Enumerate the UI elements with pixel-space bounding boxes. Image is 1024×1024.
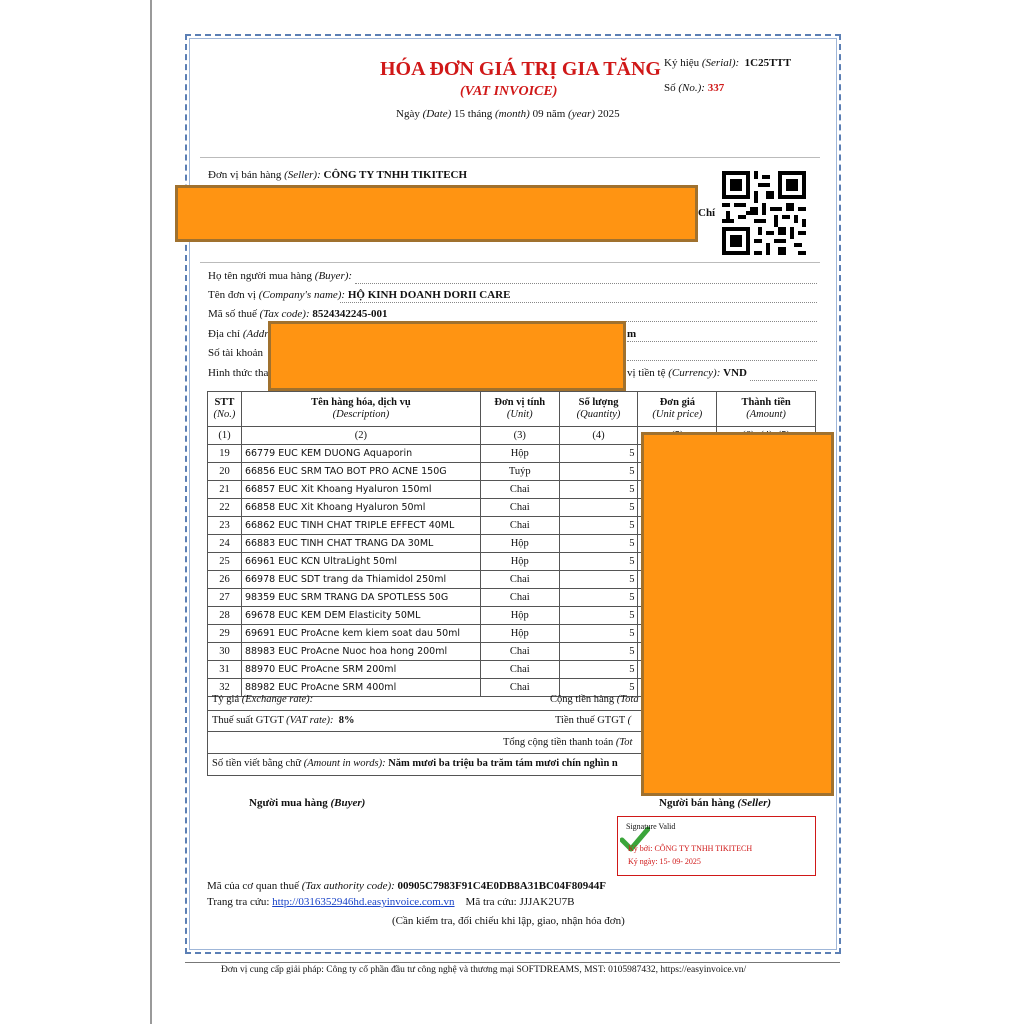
lookup-link[interactable]: http://0316352946hd.easyinvoice.com.vn	[272, 896, 455, 908]
redaction-seller-info	[175, 185, 698, 242]
row-description: 66858 EUC Xit Khoang Hyaluron 50ml	[241, 499, 480, 517]
row-unit: Hộp	[480, 625, 559, 643]
row-description: 88982 EUC ProAcne SRM 400ml	[241, 679, 480, 697]
row-quantity: 5	[559, 643, 638, 661]
row-unit: Chai	[480, 661, 559, 679]
seller-signature-label: Người bán hàng (Seller)	[659, 797, 772, 809]
row-stt: 26	[208, 571, 242, 589]
row-unit: Hộp	[480, 553, 559, 571]
col-header-amount: Thành tiền (Amount)	[717, 392, 816, 427]
row-unit: Hộp	[480, 535, 559, 553]
row-stt: 29	[208, 625, 242, 643]
buyer-address-tail: m	[627, 328, 637, 340]
row-description: 66883 EUC TINH CHAT TRANG DA 30ML	[241, 535, 480, 553]
row-unit: Chai	[480, 679, 559, 697]
row-stt: 28	[208, 607, 242, 625]
dotted-line	[340, 302, 817, 303]
row-unit: Hộp	[480, 445, 559, 463]
invoice-date: Ngày (Date) 15 tháng (month) 09 năm (year) 2025	[396, 108, 620, 120]
buyer-tax-line: Mã số thuế (Tax code): 8524342245-001	[208, 308, 388, 320]
row-unit: Chai	[480, 499, 559, 517]
row-description: 88970 EUC ProAcne SRM 200ml	[241, 661, 480, 679]
invoice-subtitle: (VAT INVOICE)	[460, 84, 558, 99]
footer-divider	[185, 962, 840, 963]
row-stt: 24	[208, 535, 242, 553]
row-description: 98359 EUC SRM TRANG DA SPOTLESS 50G	[241, 589, 480, 607]
row-quantity: 5	[559, 481, 638, 499]
row-quantity: 5	[559, 589, 638, 607]
row-stt: 21	[208, 481, 242, 499]
row-description: 66856 EUC SRM TAO BOT PRO ACNE 150G	[241, 463, 480, 481]
index-cell: (2)	[241, 427, 480, 445]
row-quantity: 5	[559, 445, 638, 463]
col-header-stt: STT (No.)	[208, 392, 242, 427]
signed-date-text: Ký ngày: 15- 09- 2025	[628, 857, 701, 866]
row-unit: Chai	[480, 589, 559, 607]
row-description: 66779 EUC KEM DUONG Aquaporin	[241, 445, 480, 463]
vat-amount-label: Tiền thuế GTGT (	[555, 715, 632, 726]
row-unit: Chai	[480, 481, 559, 499]
divider	[200, 157, 820, 158]
summary-words-row: Số tiền viết bằng chữ (Amount in words): Năm mươi ba triệu ba trăm tám mươi chín nghìn n	[207, 754, 816, 776]
digital-signature-box	[617, 816, 816, 876]
payment-method-line: Hình thức tha	[208, 367, 269, 379]
table-header-row	[208, 392, 816, 427]
row-description: 69678 EUC KEM DEM Elasticity 50ML	[241, 607, 480, 625]
summary-total-row: Tổng cộng tiền thanh toán (Tot	[207, 732, 816, 754]
row-stt: 19	[208, 445, 242, 463]
buyer-company-line: Tên đơn vị (Company's name): HỘ KINH DOANH DORII CARE	[208, 289, 511, 301]
dotted-line	[627, 341, 817, 342]
row-unit: Hộp	[480, 607, 559, 625]
provider-text: Đơn vị cung cấp giải pháp: Công ty cổ phần đầu tư công nghệ và thương mại SOFTDREAMS, MST: 0105987432, https://easyinvoice.vn/	[221, 965, 747, 975]
seller-partial-text: Chí	[698, 207, 716, 219]
row-description: 66857 EUC Xit Khoang Hyaluron 150ml	[241, 481, 480, 499]
invoice-serial: Ký hiệu (Serial): 1C25TTT	[664, 57, 792, 69]
row-quantity: 5	[559, 679, 638, 697]
buyer-name-line: Họ tên người mua hàng (Buyer):	[208, 270, 353, 282]
row-description: 66978 EUC SDT trang da Thiamidol 250ml	[241, 571, 480, 589]
invoice-number: Số (No.): 337	[664, 82, 725, 94]
row-quantity: 5	[559, 661, 638, 679]
row-description: 66961 EUC KCN UltraLight 50ml	[241, 553, 480, 571]
buyer-address-line: Địa chỉ (Addr	[208, 328, 269, 340]
signed-by-text: Ký bởi: CÔNG TY TNHH TIKITECH	[628, 844, 753, 853]
row-stt: 30	[208, 643, 242, 661]
row-quantity: 5	[559, 499, 638, 517]
row-quantity: 5	[559, 463, 638, 481]
index-cell: (1)	[208, 427, 242, 445]
col-header-description: Tên hàng hóa, dịch vụ (Description)	[241, 392, 480, 427]
buyer-signature-label: Người mua hàng (Buyer)	[249, 797, 366, 809]
index-cell: (4)	[559, 427, 638, 445]
row-quantity: 5	[559, 571, 638, 589]
dotted-line	[750, 380, 817, 381]
row-stt: 25	[208, 553, 242, 571]
invoice-title: HÓA ĐƠN GIÁ TRỊ GIA TĂNG	[380, 58, 661, 80]
tax-authority-code-line: Mã của cơ quan thuế (Tax authority code): 00905C7983F91C4E0DB8A31BC04F80944F	[207, 880, 606, 892]
row-unit: Chai	[480, 517, 559, 535]
redaction-amounts	[641, 432, 834, 796]
row-description: 69691 EUC ProAcne kem kiem soat dau 50ml	[241, 625, 480, 643]
row-stt: 32	[208, 679, 242, 697]
row-quantity: 5	[559, 607, 638, 625]
row-description: 88983 EUC ProAcne Nuoc hoa hong 200ml	[241, 643, 480, 661]
row-quantity: 5	[559, 553, 638, 571]
col-header-unit-price: Đơn giá (Unit price)	[638, 392, 717, 427]
row-stt: 27	[208, 589, 242, 607]
summary-vat-row: Thuế suất GTGT (VAT rate): 8% Tiền thuế GTGT (	[207, 711, 816, 732]
dotted-line	[627, 360, 817, 361]
row-quantity: 5	[559, 625, 638, 643]
row-quantity: 5	[559, 517, 638, 535]
redaction-buyer-info	[268, 321, 626, 391]
summary-exchange-row: Tỷ giá (Exchange rate): Cộng tiền hàng (Tota	[207, 690, 816, 711]
row-stt: 20	[208, 463, 242, 481]
row-unit: Tuýp	[480, 463, 559, 481]
seller-line: Đơn vị bán hàng (Seller): CÔNG TY TNHH TIKITECH	[208, 169, 468, 181]
index-cell: (3)	[480, 427, 559, 445]
subtotal-label: Cộng tiền hàng (Tota	[550, 694, 639, 705]
row-stt: 31	[208, 661, 242, 679]
check-note: (Cần kiểm tra, đối chiếu khi lập, giao, nhận hóa đơn)	[392, 915, 625, 927]
row-stt: 23	[208, 517, 242, 535]
row-stt: 22	[208, 499, 242, 517]
qr-code	[722, 171, 806, 255]
col-header-unit: Đơn vị tính (Unit)	[480, 392, 559, 427]
divider	[200, 262, 820, 263]
currency-line: vị tiền tệ (Currency): VND	[627, 367, 747, 379]
col-header-quantity: Số lượng (Quantity)	[559, 392, 638, 427]
lookup-line: Trang tra cứu: http://0316352946hd.easyinvoice.com.vn Mã tra cứu: JJJAK2U7B	[207, 896, 575, 908]
row-description: 66862 EUC TINH CHAT TRIPLE EFFECT 40ML	[241, 517, 480, 535]
buyer-account-line: Số tài khoản	[208, 347, 263, 359]
row-quantity: 5	[559, 535, 638, 553]
row-unit: Chai	[480, 643, 559, 661]
row-unit: Chai	[480, 571, 559, 589]
signature-valid-text: Signature Valid	[626, 822, 676, 831]
dotted-line	[355, 283, 817, 284]
page-left-edge	[150, 0, 152, 1024]
